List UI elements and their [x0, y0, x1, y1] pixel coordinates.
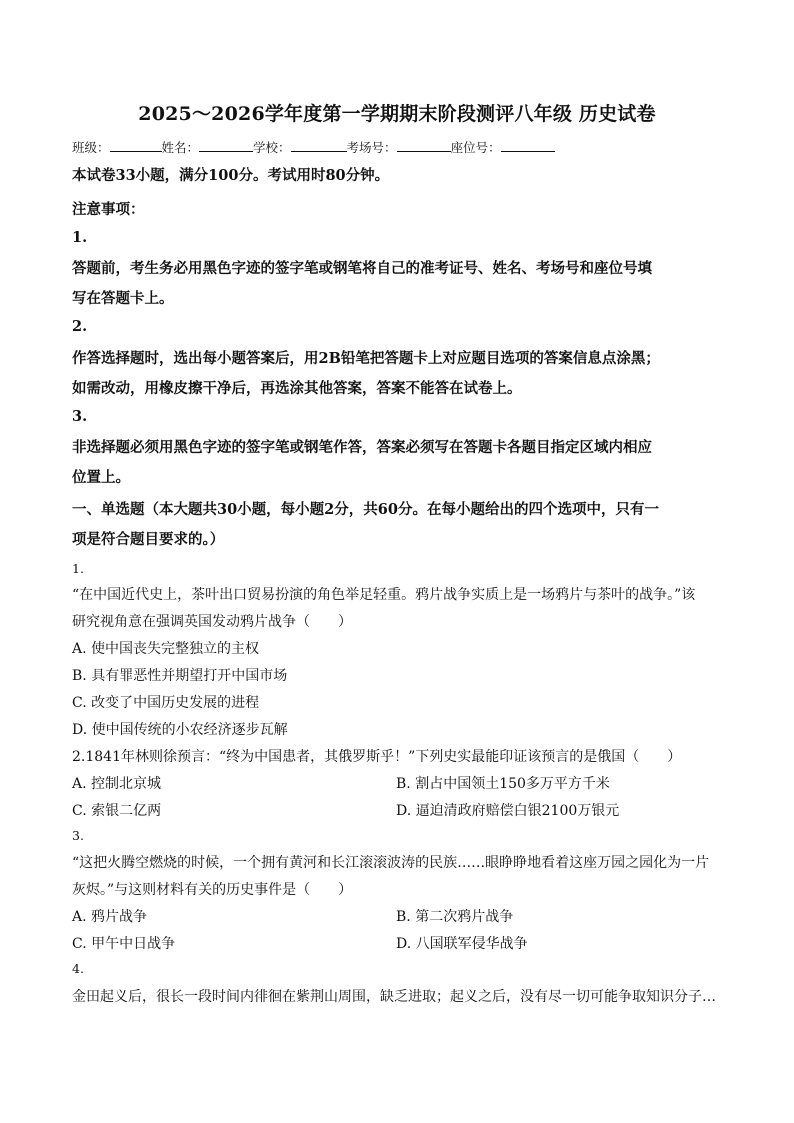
answer-option: C. 索银二亿两	[72, 803, 162, 819]
class-label: 班级：	[72, 140, 110, 155]
answer-option: A. 控制北京城	[72, 776, 162, 792]
room-label: 考场号：	[346, 140, 397, 155]
note-line: 位置上。	[72, 469, 130, 486]
note-line: 非选择题必须用黑色字迹的签字笔或钢笔作答，答案必须写在答题卡各题目指定区域内相应	[72, 439, 652, 456]
note-line: 答题前，考生务必用黑色字迹的签字笔或钢笔将自己的准考证号、姓名、考场号和座位号填	[72, 260, 652, 277]
note-line: 如需改动，用橡皮擦干净后，再选涂其他答案，答案不能答在试卷上。	[72, 380, 522, 397]
school-blank	[291, 139, 347, 152]
question-stem: “在中国近代史上，茶叶出口贸易扮演的角色举足轻重。鸦片战争实质上是一场鸦片与茶叶的战争。”该	[72, 587, 696, 603]
question-number: 4.	[72, 961, 84, 976]
note-number: 1.	[72, 229, 88, 246]
question-stem: 灰烬。”与这则材料有关的历史事件是（ ）	[72, 882, 353, 898]
answer-option: D. 八国联军侵华战争	[396, 936, 528, 952]
note-number: 3.	[72, 408, 88, 425]
answer-option: B. 具有罪恶性并期望打开中国市场	[72, 668, 288, 684]
answer-option: C. 改变了中国历史发展的进程	[72, 695, 260, 711]
question-stem: 2.1841年林则徐预言：“终为中国患者，其俄罗斯乎！”下列史实最能印证该预言的是俄国（ ）	[72, 749, 682, 765]
page-title: 2025～2026学年度第一学期期末阶段测评八年级 历史试卷	[138, 103, 656, 125]
answer-option: B. 割占中国领土150多万平方千米	[396, 776, 610, 792]
seat-label: 座位号：	[450, 140, 501, 155]
student-info-line	[72, 138, 555, 156]
note-line: 作答选择题时，选出每小题答案后，用2B铅笔把答题卡上对应题目选项的答案信息点涂黑；	[72, 350, 660, 367]
notice-heading: 注意事项：	[72, 201, 145, 218]
name-label: 姓名：	[161, 140, 200, 155]
note-number: 2.	[72, 318, 88, 335]
answer-option: D. 使中国传统的小农经济逐步瓦解	[72, 722, 288, 738]
answer-option: A. 鸦片战争	[72, 909, 148, 925]
question-stem: 研究视角意在强调英国发动鸦片战争（ ）	[72, 614, 352, 630]
seat-blank	[501, 139, 555, 152]
answer-option: A. 使中国丧失完整独立的主权	[72, 641, 260, 657]
question-stem: 金田起义后，很长一段时间内徘徊在紫荆山周围，缺乏进取；起义之后，没有尽一切可能争取知识分子…	[72, 989, 716, 1005]
note-line: 写在答题卡上。	[72, 290, 174, 307]
question-stem: “这把火腾空燃烧的时候，一个拥有黄河和长江滚滚波涛的民族……眼睁睁地看着这座万园之园化为一片	[72, 855, 710, 871]
question-number: 1.	[72, 561, 84, 576]
room-blank	[397, 139, 451, 152]
school-label: 学校：	[253, 140, 291, 155]
intro-text: 本试卷33小题，满分100分。考试用时80分钟。	[72, 167, 390, 184]
class-blank	[110, 139, 162, 152]
answer-option: B. 第二次鸦片战争	[396, 909, 514, 925]
answer-option: D. 逼迫清政府赔偿白银2100万银元	[396, 803, 620, 819]
name-blank	[199, 139, 253, 152]
question-number: 3.	[72, 828, 84, 843]
answer-option: C. 甲午中日战争	[72, 936, 176, 952]
section-heading: 项是符合题目要求的。）	[72, 531, 225, 548]
section-heading: 一、单选题（本大题共30小题，每小题2分，共60分。在每小题给出的四个选项中，只有一	[72, 501, 659, 518]
